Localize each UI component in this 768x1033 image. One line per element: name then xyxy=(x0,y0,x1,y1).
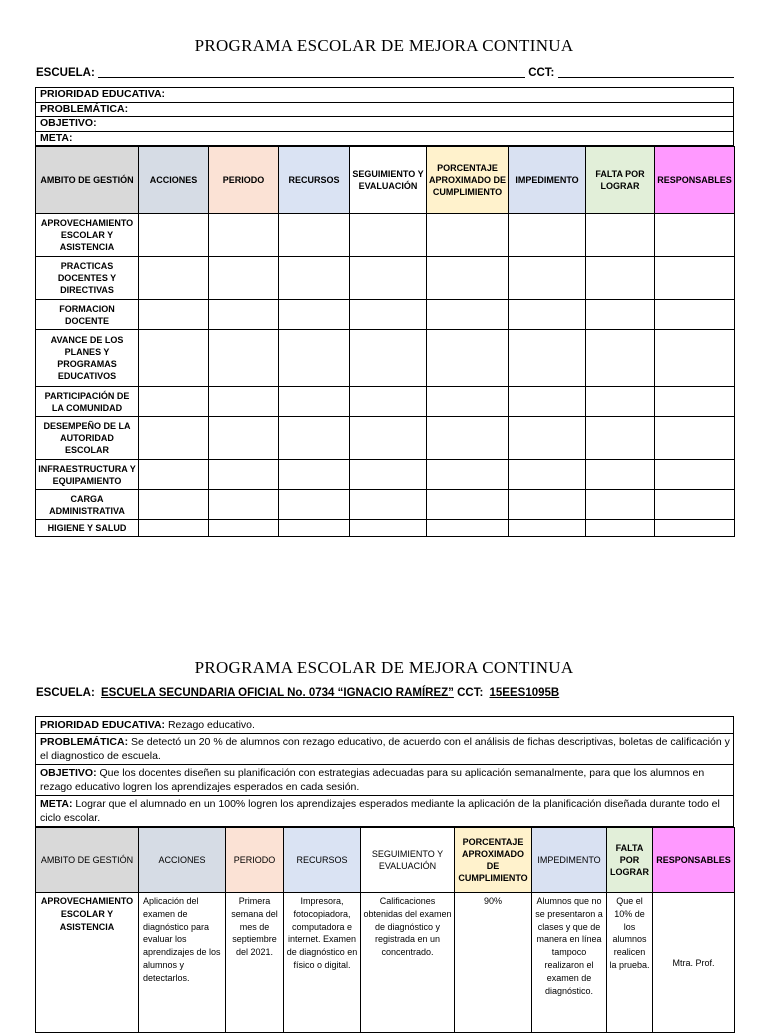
empty-cell[interactable] xyxy=(427,460,509,490)
empty-cell[interactable] xyxy=(509,417,586,460)
cct-label: CCT: xyxy=(457,687,484,699)
row-recursos[interactable]: Impresora, fotocopiadora, computadora e internet. Examen de diagnóstico en físico o digital. xyxy=(284,893,361,1033)
prioridad-row xyxy=(36,88,733,103)
empty-cell[interactable] xyxy=(139,460,209,490)
empty-cell[interactable] xyxy=(586,300,655,330)
empty-cell[interactable] xyxy=(139,520,209,537)
row-ambito: PARTICIPACIÓN DE LA COMUNIDAD xyxy=(36,387,139,417)
table-row xyxy=(36,460,735,490)
col-periodo: PERIODO xyxy=(209,147,279,214)
empty-cell[interactable] xyxy=(350,417,427,460)
row-ambito: APROVECHAMIENTO ESCOLAR Y ASISTENCIA xyxy=(36,214,139,257)
empty-cell[interactable] xyxy=(509,257,586,300)
plan-table xyxy=(35,146,735,537)
empty-cell[interactable] xyxy=(427,490,509,520)
row-ambito: INFRAESTRUCTURA Y EQUIPAMIENTO xyxy=(36,460,139,490)
row-ambito: HIGIENE Y SALUD xyxy=(36,520,139,537)
empty-cell[interactable] xyxy=(427,520,509,537)
col-seguimiento: SEGUIMIENTO Y EVALUACIÓN xyxy=(361,828,455,893)
row-ambito: FORMACION DOCENTE xyxy=(36,300,139,330)
empty-cell[interactable] xyxy=(427,417,509,460)
meta-label: META: xyxy=(40,131,73,144)
col-recursos: RECURSOS xyxy=(284,828,361,893)
empty-cell[interactable] xyxy=(209,214,279,257)
cct-value: 15EES1095B xyxy=(489,687,560,699)
empty-cell[interactable] xyxy=(279,214,350,257)
row-falta[interactable]: Que el 10% de los alumnos realicen la prueba. xyxy=(607,893,653,1033)
empty-cell[interactable] xyxy=(279,300,350,330)
meta-row xyxy=(36,132,733,147)
table-row xyxy=(36,387,735,417)
empty-cell[interactable] xyxy=(350,460,427,490)
empty-cell[interactable] xyxy=(350,214,427,257)
col-porcentaje: PORCENTAJE APROXIMADO DE CUMPLIMIENTO xyxy=(427,147,509,214)
table-row xyxy=(36,330,735,387)
row-ambito: AVANCE DE LOS PLANES Y PROGRAMAS EDUCATIVOS xyxy=(36,330,139,387)
empty-cell[interactable] xyxy=(427,387,509,417)
empty-cell[interactable] xyxy=(509,460,586,490)
prioridad-label: PRIORIDAD EDUCATIVA: xyxy=(40,719,166,731)
empty-cell[interactable] xyxy=(209,387,279,417)
table-header xyxy=(36,828,735,893)
empty-cell[interactable] xyxy=(139,300,209,330)
empty-cell[interactable] xyxy=(655,214,735,257)
empty-cell[interactable] xyxy=(427,300,509,330)
empty-cell[interactable] xyxy=(655,387,735,417)
form-title: PROGRAMA ESCOLAR DE MEJORA CONTINUA xyxy=(194,36,574,55)
col-falta: FALTA POR LOGRAR xyxy=(607,828,653,893)
empty-cell[interactable] xyxy=(509,214,586,257)
empty-cell[interactable] xyxy=(279,257,350,300)
table-row xyxy=(36,893,735,1033)
empty-cell[interactable] xyxy=(655,490,735,520)
info-block xyxy=(35,716,734,827)
empty-cell[interactable] xyxy=(139,257,209,300)
empty-cell[interactable] xyxy=(279,387,350,417)
table-row xyxy=(36,214,735,257)
empty-cell[interactable] xyxy=(350,387,427,417)
meta-row xyxy=(36,796,733,827)
row-impedimento[interactable]: Alumnos que no se presentaron a clases y que de manera en línea tampoco realizaron el examen de diagnóstico. xyxy=(532,893,607,1033)
cct-label: CCT: xyxy=(528,67,555,79)
meta-label: META: xyxy=(40,798,73,810)
col-responsables: RESPONSABLES xyxy=(655,147,735,214)
col-recursos: RECURSOS xyxy=(279,147,350,214)
objetivo-row xyxy=(36,765,733,796)
row-porcentaje[interactable]: 90% xyxy=(455,893,532,1033)
empty-cell[interactable] xyxy=(509,387,586,417)
row-ambito: DESEMPEÑO DE LA AUTORIDAD ESCOLAR xyxy=(36,417,139,460)
meta-value: Lograr que el alumnado en un 100% logren los aprendizajes esperados mediante la aplicación de la planificación diseñada durante todo el ciclo escolar. xyxy=(40,798,720,824)
empty-cell[interactable] xyxy=(139,330,209,387)
empty-cell[interactable] xyxy=(427,330,509,387)
escuela-blank[interactable] xyxy=(98,65,525,78)
empty-cell[interactable] xyxy=(209,257,279,300)
problematica-label: PROBLEMÁTICA: xyxy=(40,102,129,115)
empty-cell[interactable] xyxy=(586,330,655,387)
empty-cell[interactable] xyxy=(279,417,350,460)
problematica-row xyxy=(36,103,733,118)
prioridad-label: PRIORIDAD EDUCATIVA: xyxy=(40,88,166,100)
row-seguimiento[interactable]: Calificaciones obtenidas del examen de diagnóstico y registrada en un concentrado. xyxy=(361,893,455,1033)
objetivo-label: OBJETIVO: xyxy=(40,117,97,129)
prioridad-value: Rezago educativo. xyxy=(167,719,255,731)
table-row xyxy=(36,520,735,537)
row-acciones[interactable]: Aplicación del examen de diagnóstico para evaluar los aprendizajes de los alumnos y detectarlos. xyxy=(139,893,226,1033)
row-ambito: PRACTICAS DOCENTES Y DIRECTIVAS xyxy=(36,257,139,300)
empty-cell[interactable] xyxy=(209,520,279,537)
table-row xyxy=(36,417,735,460)
plan-table xyxy=(35,827,735,1033)
col-acciones: ACCIONES xyxy=(139,147,209,214)
filled-form xyxy=(0,648,768,1033)
empty-cell[interactable] xyxy=(279,520,350,537)
empty-cell[interactable] xyxy=(279,490,350,520)
empty-cell[interactable] xyxy=(209,300,279,330)
col-acciones: ACCIONES xyxy=(139,828,226,893)
problematica-row xyxy=(36,734,733,765)
table-row xyxy=(36,490,735,520)
empty-cell[interactable] xyxy=(655,300,735,330)
empty-cell[interactable] xyxy=(509,490,586,520)
empty-cell[interactable] xyxy=(427,257,509,300)
col-impedimento: IMPEDIMENTO xyxy=(509,147,586,214)
row-periodo[interactable]: Primera semana del mes de septiembre del 2021. xyxy=(226,893,284,1033)
empty-cell[interactable] xyxy=(509,330,586,387)
empty-cell[interactable] xyxy=(209,490,279,520)
empty-cell[interactable] xyxy=(509,520,586,537)
empty-cell[interactable] xyxy=(509,300,586,330)
school-line xyxy=(36,687,768,705)
escuela-value: ESCUELA SECUNDARIA OFICIAL No. 0734 “IGNACIO RAMÍREZ” xyxy=(100,687,454,699)
empty-cell[interactable] xyxy=(139,387,209,417)
escuela-label: ESCUELA: xyxy=(36,687,95,699)
empty-cell[interactable] xyxy=(655,257,735,300)
empty-cell[interactable] xyxy=(139,214,209,257)
empty-cell[interactable] xyxy=(586,257,655,300)
empty-cell[interactable] xyxy=(655,520,735,537)
empty-cell[interactable] xyxy=(655,460,735,490)
row-ambito: CARGA ADMINISTRATIVA xyxy=(36,490,139,520)
empty-cell[interactable] xyxy=(350,520,427,537)
info-block xyxy=(35,87,734,146)
empty-cell[interactable] xyxy=(655,330,735,387)
objetivo-label: OBJETIVO: xyxy=(40,767,97,779)
prioridad-row xyxy=(36,717,733,734)
table-row xyxy=(36,257,735,300)
empty-cell[interactable] xyxy=(586,460,655,490)
empty-cell[interactable] xyxy=(586,490,655,520)
empty-cell[interactable] xyxy=(350,300,427,330)
objetivo-value: Que los docentes diseñen su planificación con estrategias adecuadas para su aplicación semanalmente, para que los alumnos en rezago educativo logren los aprendizajes esperados en cada sesión. xyxy=(40,767,705,793)
empty-cell[interactable] xyxy=(350,330,427,387)
col-ambito: AMBITO DE GESTIÓN xyxy=(36,147,139,214)
empty-cell[interactable] xyxy=(209,330,279,387)
empty-cell[interactable] xyxy=(209,460,279,490)
table-row xyxy=(36,300,735,330)
empty-cell[interactable] xyxy=(139,490,209,520)
row-ambito: APROVECHAMIENTO ESCOLAR Y ASISTENCIA xyxy=(36,893,139,1033)
col-impedimento: IMPEDIMENTO xyxy=(532,828,607,893)
problematica-label: PROBLEMÁTICA: xyxy=(40,736,129,748)
col-periodo: PERIODO xyxy=(226,828,284,893)
empty-cell[interactable] xyxy=(586,387,655,417)
empty-cell[interactable] xyxy=(586,214,655,257)
form-title: PROGRAMA ESCOLAR DE MEJORA CONTINUA xyxy=(194,658,574,677)
row-responsables[interactable]: Mtra. Prof. xyxy=(653,893,735,1033)
empty-cell[interactable] xyxy=(586,417,655,460)
empty-cell[interactable] xyxy=(279,330,350,387)
empty-cell[interactable] xyxy=(586,520,655,537)
empty-cell[interactable] xyxy=(427,214,509,257)
table-header xyxy=(36,147,735,214)
col-responsables: RESPONSABLES xyxy=(653,828,735,893)
col-falta: FALTA POR LOGRAR xyxy=(586,147,655,214)
escuela-label: ESCUELA: xyxy=(36,67,95,79)
col-ambito: AMBITO DE GESTIÓN xyxy=(36,828,139,893)
cct-blank[interactable] xyxy=(558,65,734,78)
school-line xyxy=(36,65,768,83)
empty-cell[interactable] xyxy=(279,460,350,490)
empty-cell[interactable] xyxy=(139,417,209,460)
objetivo-row xyxy=(36,117,733,132)
col-porcentaje: PORCENTAJE APROXIMADO DE CUMPLIMIENTO xyxy=(455,828,532,893)
empty-cell[interactable] xyxy=(350,257,427,300)
problematica-value: Se detectó un 20 % de alumnos con rezago educativo, de acuerdo con el análisis de fichas descriptivas, boletas de calificación y el diagnostico de escuela. xyxy=(40,736,730,762)
empty-cell[interactable] xyxy=(350,490,427,520)
empty-cell[interactable] xyxy=(655,417,735,460)
empty-cell[interactable] xyxy=(209,417,279,460)
col-seguimiento: SEGUIMIENTO Y EVALUACIÓN xyxy=(350,147,427,214)
